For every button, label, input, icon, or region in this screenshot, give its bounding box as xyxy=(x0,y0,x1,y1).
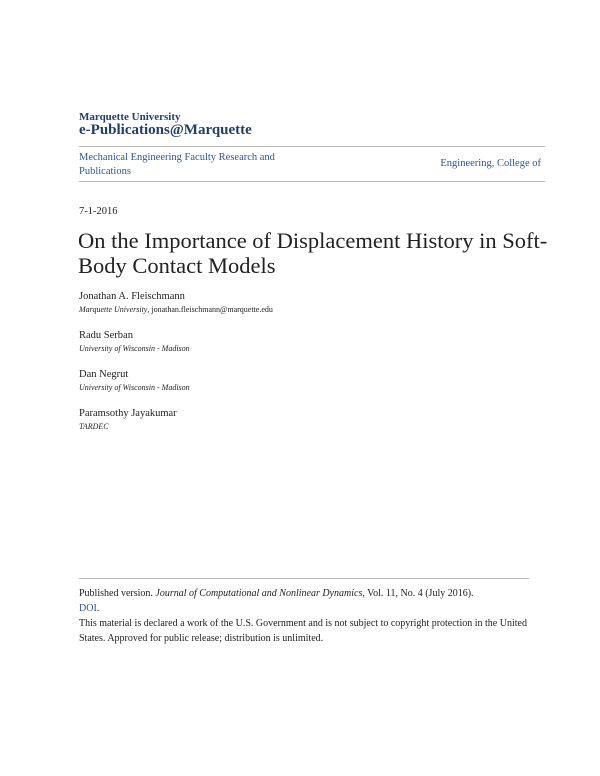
author-affiliation: University of Wisconsin - Madison xyxy=(79,383,190,392)
paper-title: On the Importance of Displacement History in Soft-Body Contact Models xyxy=(78,228,548,278)
collection-link[interactable]: Mechanical Engineering Faculty Research and Publications xyxy=(79,152,275,177)
author-affiliation xyxy=(79,304,549,315)
doi-line xyxy=(79,601,545,616)
publication-date: 7-1-2016 xyxy=(79,206,118,217)
author-name: Paramsothy Jayakumar xyxy=(79,408,177,419)
header-divider-bottom xyxy=(79,181,545,182)
author-affiliation: TARDEC xyxy=(79,422,109,431)
affiliation-institution: Marquette University xyxy=(79,305,148,314)
institution-name[interactable]: Marquette University xyxy=(79,111,181,123)
doi-suffix: . xyxy=(96,603,100,614)
citation-details: , Vol. 11, No. 4 (July 2016). xyxy=(362,588,474,599)
doi-link[interactable]: DOI xyxy=(79,603,97,614)
citation-line xyxy=(79,586,545,601)
author-name: Dan Negrut xyxy=(79,369,129,380)
repository-name[interactable]: e-Publications@Marquette xyxy=(79,122,252,138)
journal-name: Journal of Computational and Nonlinear Dynamics xyxy=(155,588,363,599)
copyright-notice: This material is declared a work of the U.S. Government and is not subject to copyright protection in the United States. Approved for public release; distribution is unlimited. xyxy=(79,618,527,644)
department-link[interactable]: Engineering, College of xyxy=(440,158,541,169)
header-divider-top xyxy=(79,146,545,147)
author-name: Jonathan A. Fleischmann xyxy=(79,291,185,302)
citation-prefix: Published version. xyxy=(79,588,156,599)
citation-divider xyxy=(79,578,529,579)
author-list xyxy=(79,290,549,446)
affiliation-email: , jonathan.fleischmann@marquette.edu xyxy=(147,305,273,314)
author-entry xyxy=(79,368,549,393)
author-affiliation: University of Wisconsin - Madison xyxy=(79,344,190,353)
author-entry xyxy=(79,329,549,354)
author-entry xyxy=(79,407,549,432)
author-name: Radu Serban xyxy=(79,330,133,341)
citation-block xyxy=(79,586,545,646)
author-entry xyxy=(79,290,549,315)
